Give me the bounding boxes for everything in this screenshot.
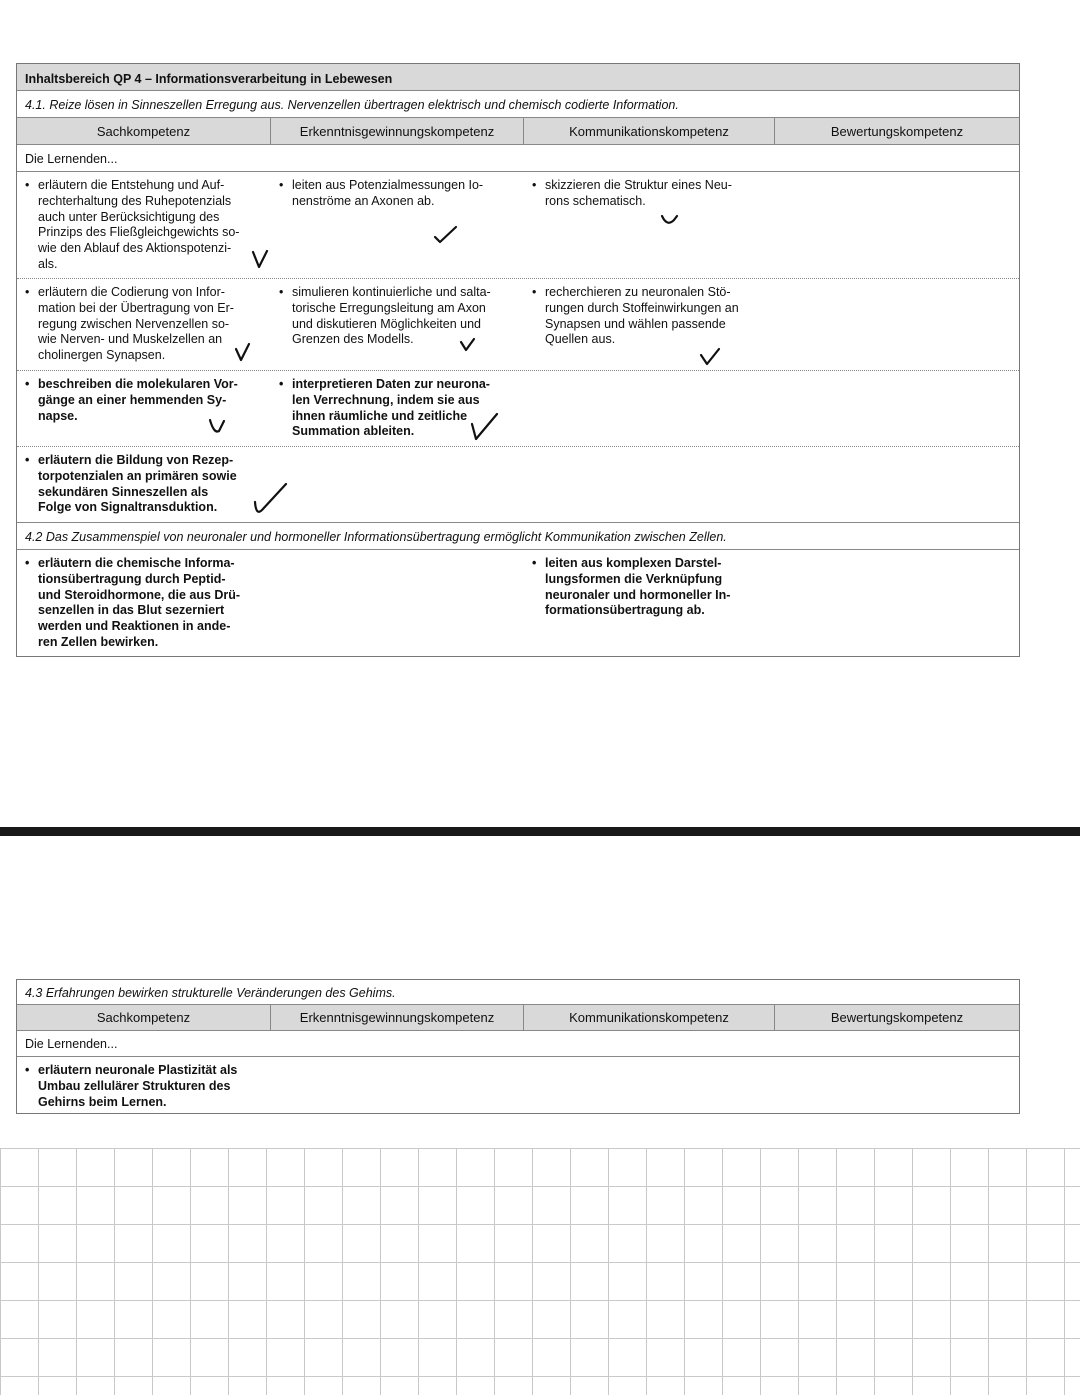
table-row <box>17 447 1019 523</box>
curriculum-table-qp4 <box>16 63 1020 657</box>
competency-item: • interpretieren Daten zur neurona- len Verrechnung, indem sie aus ihnen räumliche und zeitliche Summation ableiten. <box>279 377 490 439</box>
page-divider <box>0 827 1080 836</box>
table-row <box>17 172 1019 279</box>
column-header-row <box>17 118 1019 145</box>
lernenden-row <box>17 145 1019 172</box>
checkmark-icon <box>658 211 682 229</box>
graph-paper <box>0 1148 1080 1395</box>
competency-item: • leiten aus Potenzialmessungen Io- nenströme an Axonen ab. <box>279 178 484 208</box>
subsection-4-3-title: 4.3 Erfahrungen bewirken strukturelle Veränderungen des Gehims. <box>25 986 396 1000</box>
competency-item: • skizzieren die Struktur eines Neu- rons schematisch. <box>532 178 732 208</box>
table-title-row <box>17 64 1019 91</box>
table-row <box>17 550 1019 656</box>
checkmark-icon <box>458 336 478 354</box>
subsection-4-3-row <box>17 980 1019 1005</box>
header-bewertungskompetenz: Bewertungskompetenz <box>830 1010 964 1025</box>
competency-item: • beschreiben die molekularen Vor- gänge an einer hemmenden Sy- napse. <box>25 377 238 423</box>
table-row <box>17 279 1019 371</box>
lernenden-label: Die Lernenden... <box>25 152 118 166</box>
competency-item: • recherchieren zu neuronalen Stö- rungen durch Stoffeinwirkungen an Synapsen und wählen passende Quellen aus. <box>532 285 739 347</box>
checkmark-icon <box>698 346 722 368</box>
competency-item: • erläutern die Codierung von Infor- mation bei der Übertragung von Er- regung zwischen Nervenzellen so- wie Nerven- und Muskelzellen an cholinergen Synapsen. <box>25 285 234 363</box>
subsection-4-1-row <box>17 91 1019 118</box>
table-title: Inhaltsbereich QP 4 – Informationsverarbeitung in Lebewesen <box>25 72 393 86</box>
checkmark-icon <box>206 416 228 438</box>
header-sachkompetenz: Sachkompetenz <box>17 1005 271 1030</box>
table-row <box>17 1057 1019 1113</box>
subsection-4-2-title: 4.2 Das Zusammenspiel von neuronaler und hormoneller Informationsübertragung ermöglicht Kommunikation zwischen Zellen. <box>25 530 727 544</box>
header-sachkompetenz: Sachkompetenz <box>17 118 271 144</box>
lernenden-row <box>17 1031 1019 1057</box>
competency-item: • erläutern die Bildung von Rezep- torpotenzialen an primären sowie sekundären Sinneszellen als Folge von Signaltransduktion. <box>25 453 237 515</box>
header-erkenntnisgewinnungskompetenz: Erkenntnisgewinnungskompetenz <box>271 1005 524 1030</box>
competency-item: • erläutern die Entstehung und Auf- rechterhaltung des Ruhepotenzials auch unter Berücksichtigung des Prinzips des Fließgleichgewichts so- wie den Ablauf des Aktionspotenzi- als. <box>25 178 240 271</box>
checkmark-icon <box>432 224 460 246</box>
checkmark-icon <box>233 341 253 365</box>
checkmark-icon <box>250 480 290 520</box>
table-row <box>17 371 1019 447</box>
competency-item: • simulieren kontinuierliche und salta- torische Erregungsleitung am Axon und diskutieren Möglichkeiten und Grenzen des Modells. <box>279 285 491 347</box>
competency-item: • leiten aus komplexen Darstel- lungsformen die Verknüpfung neuronaler und hormoneller In- formationsübertragung ab. <box>532 556 731 618</box>
header-erkenntnisgewinnungskompetenz: Erkenntnisgewinnungskompetenz <box>271 118 524 144</box>
subsection-4-1-title: 4.1. Reize lösen in Sinneszellen Erregung aus. Nervenzellen übertragen elektrisch und chemisch codierte Information. <box>25 98 679 112</box>
header-kommunikationskompetenz: Kommunikationskompetenz <box>524 1005 775 1030</box>
subsection-4-2-row <box>17 523 1019 550</box>
column-header-row <box>17 1005 1019 1031</box>
lernenden-label: Die Lernenden... <box>25 1037 118 1051</box>
competency-item: • erläutern die chemische Informa- tionsübertragung durch Peptid- und Steroidhormone, die aus Drü- senzellen in das Blut sezerniert werden und Reaktionen in ande- ren Zellen bewirken. <box>25 556 241 649</box>
checkmark-icon <box>468 410 500 444</box>
header-kommunikationskompetenz: Kommunikationskompetenz <box>524 118 775 144</box>
curriculum-table-4-3 <box>16 979 1020 1114</box>
checkmark-icon <box>250 248 270 272</box>
competency-item: • erläutern neuronale Plastizität als Umbau zellulärer Strukturen des Gehirns beim Lernen. <box>25 1063 238 1109</box>
header-bewertungskompetenz: Bewertungskompetenz <box>830 123 964 139</box>
